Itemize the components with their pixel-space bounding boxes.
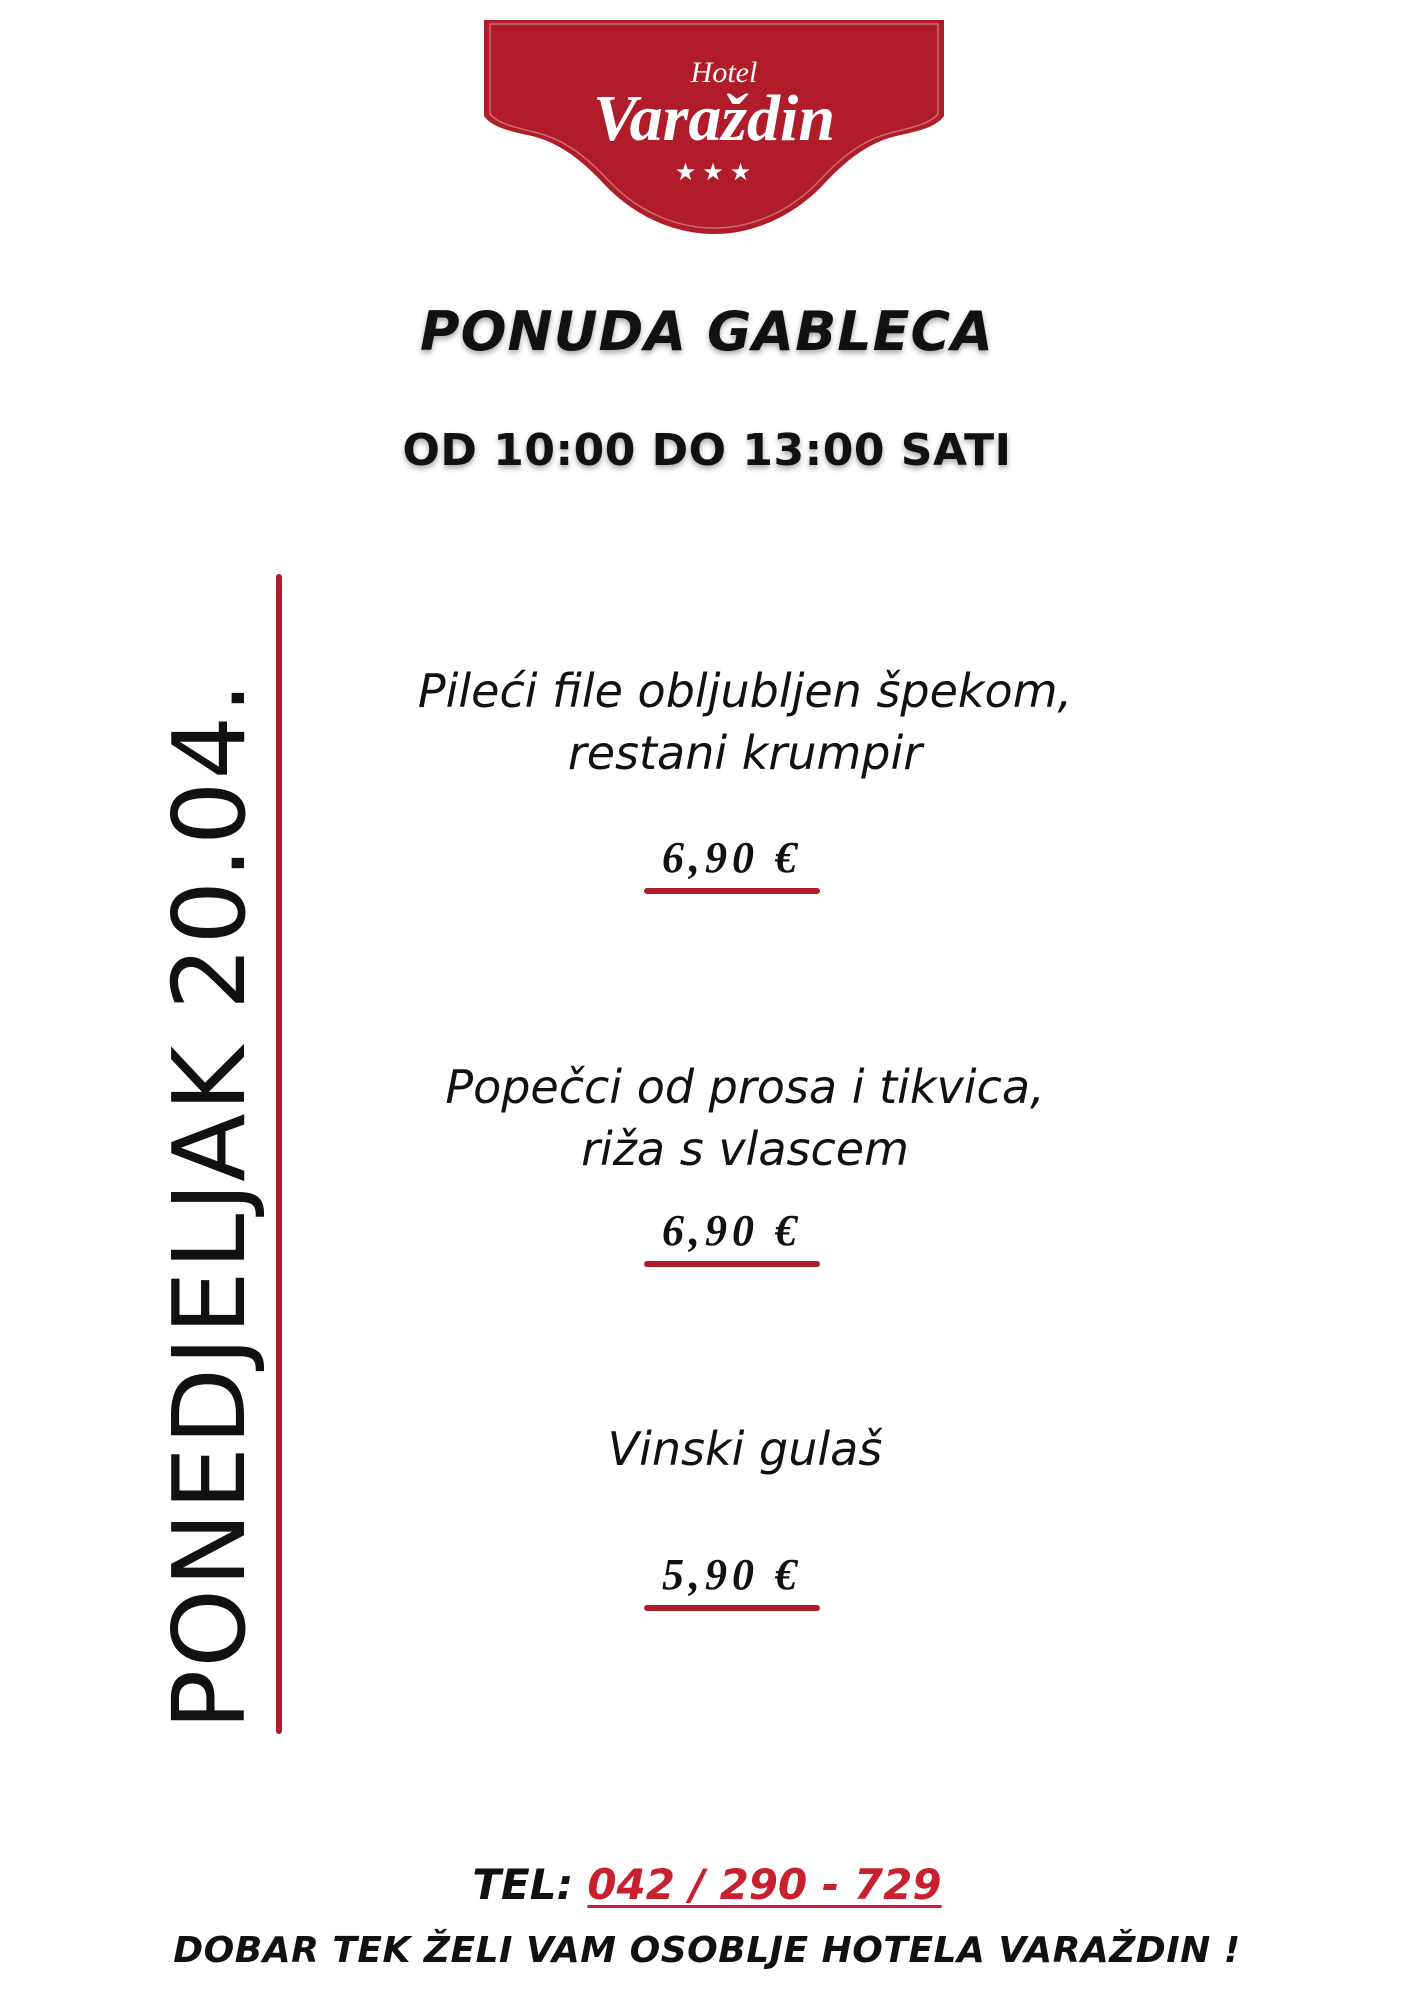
tel-label: TEL: [472, 1860, 574, 1909]
serving-hours: OD 10:00 DO 13:00 SATI [402, 425, 1012, 476]
menu-item-2-name [360, 1056, 1130, 1180]
logo-hotel-name: Varaždin [592, 82, 836, 155]
menu-item-3-price-underline [644, 1605, 820, 1611]
menu-item-1-price: 6,90 € [662, 833, 802, 882]
menu-item-3-price: 5,90 € [662, 1550, 802, 1599]
page-title: PONUDA GABLECA [420, 300, 994, 363]
menu-item-1-price-underline [644, 888, 820, 894]
menu-item-3-name [360, 1418, 1130, 1480]
tel-number-link[interactable]: 042 / 290 - 729 [587, 1860, 942, 1909]
day-date-label: PONEDJELJAK 20.04. [151, 680, 268, 1730]
menu-item-3-line-1: Vinski gulaš [607, 1422, 883, 1476]
menu-item-2-price: 6,90 € [662, 1206, 802, 1255]
menu-item-1-line-1: Pileći file obljubljen špekom, [417, 664, 1073, 718]
footer-note: DOBAR TEK ŽELI VAM OSOBLJE HOTELA VARAŽDIN ! [173, 1930, 1241, 1971]
logo-hotel-word: Hotel [690, 56, 758, 89]
hotel-logo [484, 20, 944, 236]
logo-stars: ★★★ [674, 158, 758, 186]
vertical-divider [276, 574, 282, 1734]
menu-item-1-name [360, 660, 1130, 784]
footer-telephone [0, 1860, 1414, 1909]
menu-item-1-line-2: restani krumpir [567, 726, 923, 780]
menu-item-2-line-2: riža s vlascem [581, 1122, 909, 1176]
menu-item-2-price-underline [644, 1261, 820, 1267]
menu-item-2-line-1: Popečci od prosa i tikvica, [445, 1060, 1045, 1114]
